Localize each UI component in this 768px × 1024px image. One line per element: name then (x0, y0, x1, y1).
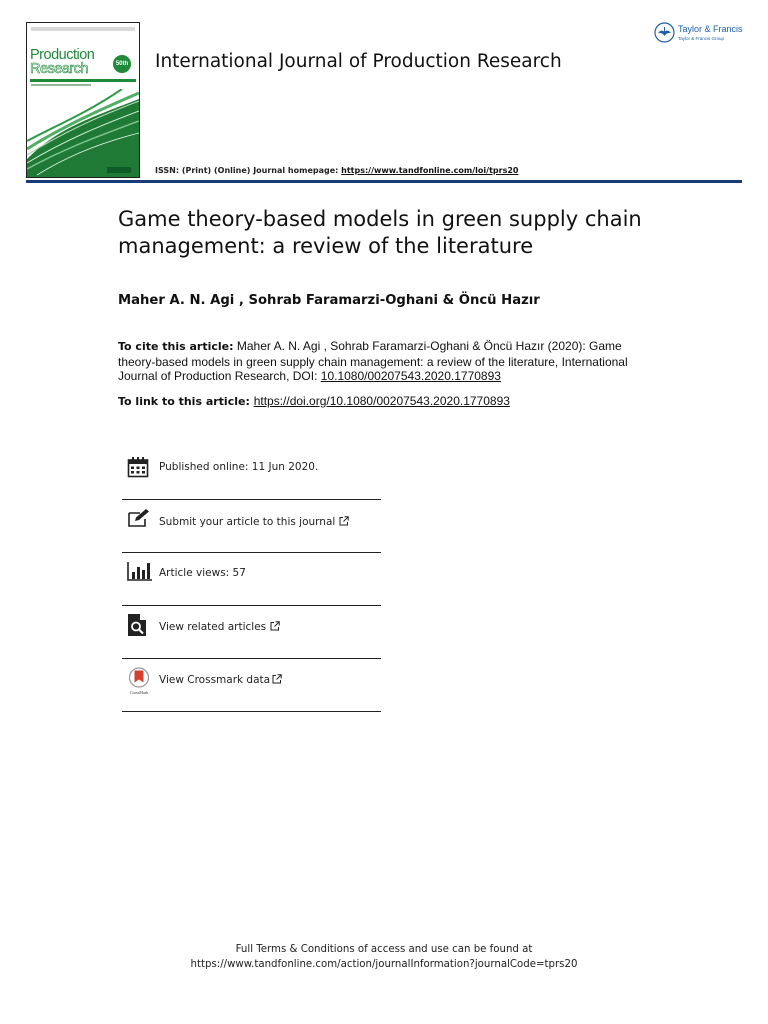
terms-footer (0, 942, 768, 972)
bar-chart-icon (127, 561, 153, 581)
taylor-francis-logo[interactable] (654, 22, 750, 46)
article-title: Game theory-based models in green supply chain management: a review of the literature (118, 207, 642, 258)
issn-label: ISSN: (Print) (Online) Journal homepage: (155, 166, 342, 175)
crossmark-logo-label: CrossMark (129, 690, 149, 695)
published-online-row (122, 448, 381, 500)
submit-article-row[interactable] (122, 501, 381, 553)
header-divider (26, 180, 742, 183)
document-search-icon (127, 613, 147, 637)
crossmark-link[interactable] (159, 674, 282, 686)
cover-top-bar (31, 27, 135, 31)
terms-line: Full Terms & Conditions of access and use can be found at (235, 944, 533, 955)
row-divider (122, 552, 381, 554)
publisher-group-name: Taylor & Francis Group (678, 36, 725, 41)
publisher-name: Taylor & Francis (678, 24, 743, 34)
submit-article-text: Submit your article to this journal (159, 516, 336, 528)
related-articles-link[interactable] (159, 621, 280, 633)
article-authors: Maher A. N. Agi , Sohrab Faramarzi-Oghani & Öncü Hazır (118, 293, 540, 308)
article-link-line (118, 394, 510, 408)
crossmark-row[interactable] (122, 660, 381, 712)
cite-text: Maher A. N. Agi , Sohrab Faramarzi-Oghani & Öncü Hazır (2020): Game theory-based models in green supply chain management: a review of the literature, International Journal of Production Research, DOI: (118, 339, 628, 383)
cover-swoosh-graphic (27, 89, 139, 177)
row-divider (122, 658, 381, 660)
article-views-row (122, 554, 381, 606)
journal-cover-image (26, 22, 140, 178)
journal-title: International Journal of Production Research (155, 51, 562, 72)
published-online-text: Published online: 11 Jun 2020. (159, 461, 319, 473)
citation-block (118, 339, 648, 384)
external-link-icon (339, 516, 349, 526)
article-views-text: Article views: 57 (159, 567, 246, 579)
related-articles-text: View related articles (159, 621, 267, 633)
external-link-icon (272, 674, 282, 684)
taylor-francis-emblem-icon (654, 22, 675, 43)
crossmark-icon (126, 667, 152, 695)
link-label: To link to this article: (118, 395, 254, 408)
external-link-icon (270, 621, 280, 631)
doi-link[interactable]: 10.1080/00207543.2020.1770893 (320, 369, 501, 383)
terms-url-link[interactable]: https://www.tandfonline.com/action/journalInformation?journalCode=tprs20 (190, 959, 578, 970)
edit-note-icon (127, 508, 151, 528)
row-divider (122, 605, 381, 607)
crossmark-text: View Crossmark data (159, 674, 271, 686)
cite-label: To cite this article: (118, 340, 234, 353)
calendar-icon (127, 456, 149, 478)
row-divider (122, 499, 381, 501)
cover-title-line2: Research (30, 61, 89, 77)
cover-title-line1: Production (30, 47, 95, 63)
related-articles-row[interactable] (122, 607, 381, 659)
cover-subtitle-bar (31, 84, 91, 86)
cover-green-bar (30, 79, 136, 82)
article-doi-url-link[interactable]: https://doi.org/10.1080/00207543.2020.1770893 (253, 394, 510, 408)
cover-anniversary-badge: 50th (113, 55, 131, 73)
submit-article-link[interactable] (159, 516, 349, 528)
row-divider (122, 711, 381, 713)
journal-homepage-link[interactable]: https://www.tandfonline.com/loi/tprs20 (341, 166, 519, 175)
issn-line (155, 166, 518, 175)
